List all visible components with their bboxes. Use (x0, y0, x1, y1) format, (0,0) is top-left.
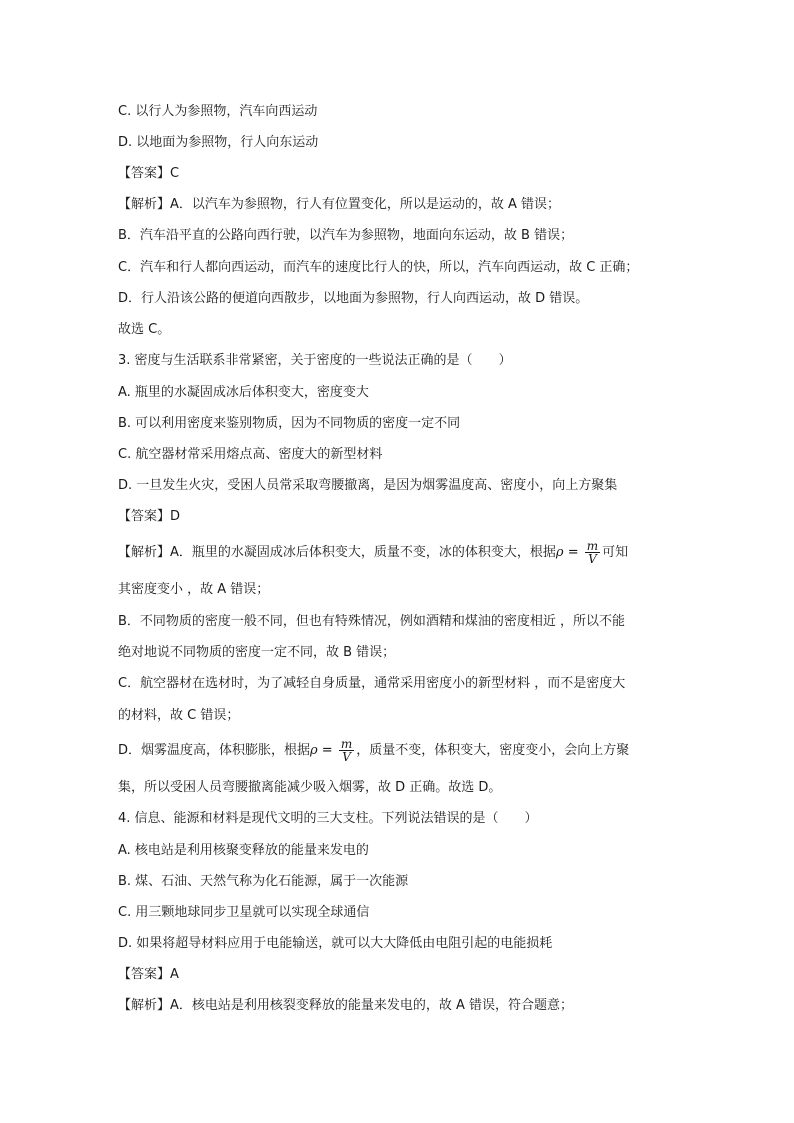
equals-sign: = (563, 545, 583, 560)
option-d-line: D. 如果将超导材料应用于电能输送，就可以大大降低由电阻引起的电能损耗 (118, 936, 553, 951)
analysis-line: 的材料，故 C 错误； (118, 708, 240, 723)
rho-symbol: ρ (310, 743, 318, 758)
formula-line-text-before: 【解析】A．瓶里的水凝固成冰后体积变大，质量不变，冰的体积变大，根据 (118, 545, 556, 560)
equals-sign: = (317, 743, 337, 758)
fraction (585, 540, 600, 565)
fraction-denominator: V (588, 552, 597, 566)
option-d-line: D. 以地面为参照物，行人向东运动 (118, 135, 319, 150)
conclusion-line: 故选 C。 (118, 322, 171, 337)
formula-line-text-after: ，质量不变，体积变大，密度变小，会向上方聚 (356, 743, 630, 758)
analysis-line: 其密度变小 ，故 A 错误； (118, 582, 270, 597)
density-formula (556, 540, 602, 565)
fraction (339, 738, 354, 763)
question-4-stem: 4. 信息、能源和材料是现代文明的三大支柱。下列说法错误的是（ ） (118, 811, 538, 826)
analysis-line: 【解析】A．以汽车为参照物，行人有位置变化，所以是运动的，故 A 错误； (118, 197, 561, 212)
analysis-line: 集，所以受困人员弯腰撤离能减少吸入烟雾，故 D 正确。故选 D。 (118, 780, 502, 795)
option-d-line: D. 一旦发生火灾，受困人员常采取弯腰撤离，是因为烟雾温度高、密度小，向上方聚集 (118, 478, 618, 493)
analysis-line: 【解析】A．核电站是利用核裂变释放的能量来发电的，故 A 错误，符合题意； (118, 998, 574, 1013)
formula-line-text-before: D．烟雾温度高，体积膨胀，根据 (118, 743, 311, 758)
density-formula (310, 738, 356, 763)
answer-line: 【答案】D (118, 509, 181, 524)
fraction-denominator: V (342, 750, 351, 764)
analysis-line: B．不同物质的密度一般不同，但也有特殊情况，例如酒精和煤油的密度相近 ，所以不能 (118, 614, 626, 629)
analysis-line: C．航空器材在选材时，为了减轻自身质量，通常采用密度小的新型材料 ，而不是密度大 (118, 676, 626, 691)
option-b-line: B. 可以利用密度来鉴别物质，因为不同物质的密度一定不同 (118, 416, 461, 431)
analysis-line: B．汽车沿平直的公路向西行驶，以汽车为参照物，地面向东运动，故 B 错误； (118, 228, 574, 243)
option-a-line: A. 核电站是利用核聚变释放的能量来发电的 (118, 843, 369, 858)
question-3-stem: 3. 密度与生活联系非常紧密，关于密度的一些说法正确的是（ ） (118, 353, 512, 368)
answer-line: 【答案】C (118, 166, 180, 181)
analysis-formula-line (118, 738, 698, 763)
option-c-line: C. 用三颗地球同步卫星就可以实现全球通信 (118, 905, 370, 920)
rho-symbol: ρ (555, 545, 564, 560)
option-c-line: C. 航空器材常采用熔点高、密度大的新型材料 (118, 447, 383, 462)
formula-line-text-after: 可知 (602, 545, 629, 560)
analysis-line: C．汽车和行人都向西运动，而汽车的速度比行人的快，所以，汽车向西运动，故 C 正确； (118, 260, 639, 275)
answer-line: 【答案】A (118, 967, 179, 982)
fraction-numerator: m (586, 539, 599, 553)
analysis-line: 绝对地说不同物质的密度一定不同，故 B 错误； (118, 645, 396, 660)
fraction-numerator: m (340, 737, 353, 751)
option-b-line: B. 煤、石油、天然气称为化石能源，属于一次能源 (118, 874, 409, 889)
option-a-line: A. 瓶里的水凝固成冰后体积变大，密度变大 (118, 385, 369, 400)
option-c-line: C. 以行人为参照物，汽车向西运动 (118, 104, 318, 119)
analysis-line: D．行人沿该公路的便道向西散步，以地面为参照物，行人向西运动，故 D 错误。 (118, 291, 589, 306)
analysis-formula-line (118, 540, 698, 565)
